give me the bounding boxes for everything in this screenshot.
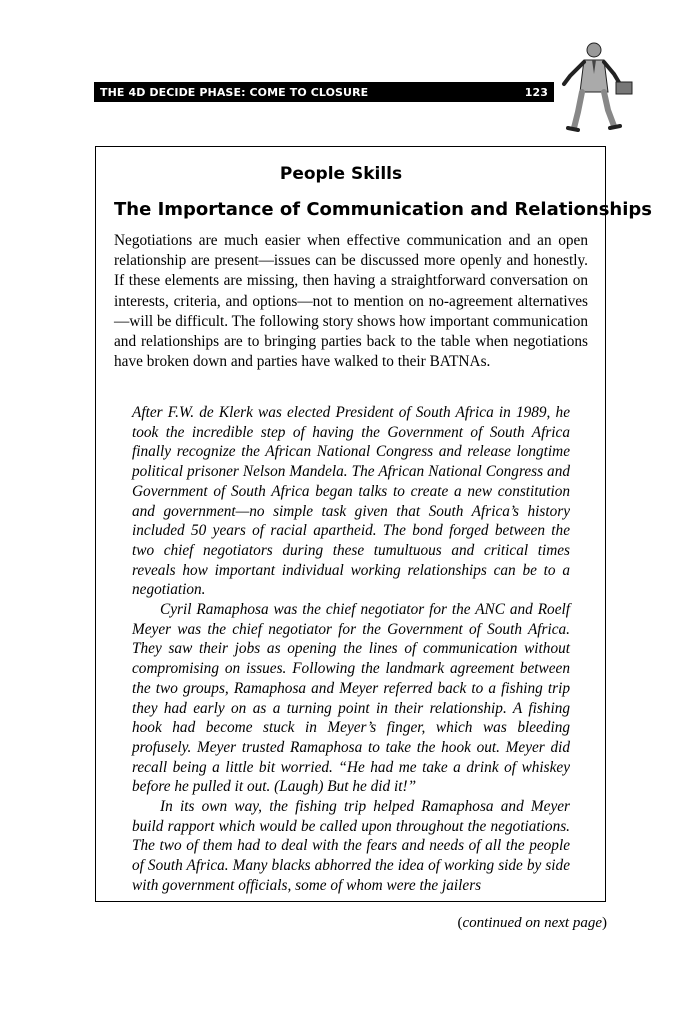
intro-paragraph: Negotiations are much easier when effective communication and an open relationship are present—issues can be discussed more openly and honestly. If these elements are missing, then having a straightforward conversation on interests, criteria, and options—not to mention on no-agreement alternatives—will be difficult. The following story shows how important communication and relationships are to bringing parties back to the table when negotiations have broken down and parties have walked to their BATNAs.: [114, 232, 588, 371]
story-block: [132, 403, 570, 896]
story-paragraph: After F.W. de Klerk was elected President of South Africa in 1989, he took the incredible step of having the Government of South Africa finally recognize the African National Congress and release longtime political prisoner Nelson Mandela. The African National Congress and Government of South Africa began talks to create a new constitution and government—no simple task given that South Africa’s history included 50 years of racial apartheid. The bond forged between the two chief negotiators during these tumultuous and critical times reveals how important individual working relationships can be to a negotiation.: [132, 404, 570, 599]
box-title: People Skills: [279, 164, 403, 184]
story-paragraph: In its own way, the fishing trip helped Ramaphosa and Meyer build rapport which would be called upon throughout the negotiations. The two of them had to deal with the fears and needs of all the people of South Africa. Many blacks abhorred the idea of working side by side with government officials, some of whom were the jailers: [132, 798, 570, 894]
businessman-walking-icon: [556, 40, 636, 135]
chapter-title: THE 4D DECIDE PHASE: COME TO CLOSURE: [100, 85, 369, 99]
page-number: 123: [524, 85, 548, 99]
running-header: [94, 82, 554, 102]
continued-note: (continued on next page): [457, 915, 607, 931]
box-subtitle: The Importance of Communication and Relationships: [114, 199, 652, 220]
story-paragraph: Cyril Ramaphosa was the chief negotiator for the ANC and Roelf Meyer was the chief negotiator for the Government of South Africa. They saw their jobs as opening the lines of communication without compromising on issues. Following the landmark agreement between the two groups, Ramaphosa and Meyer referred back to a fishing trip they had early on as a turning point in their relationship. A fishing hook had become stuck in Meyer’s finger, which was bleeding profusely. Meyer trusted Ramaphosa to take the hook out. Meyer did recall being a little bit worried. “He had me take a drink of whiskey before he pulled it out. (Laugh) But he did it!”: [132, 601, 570, 796]
